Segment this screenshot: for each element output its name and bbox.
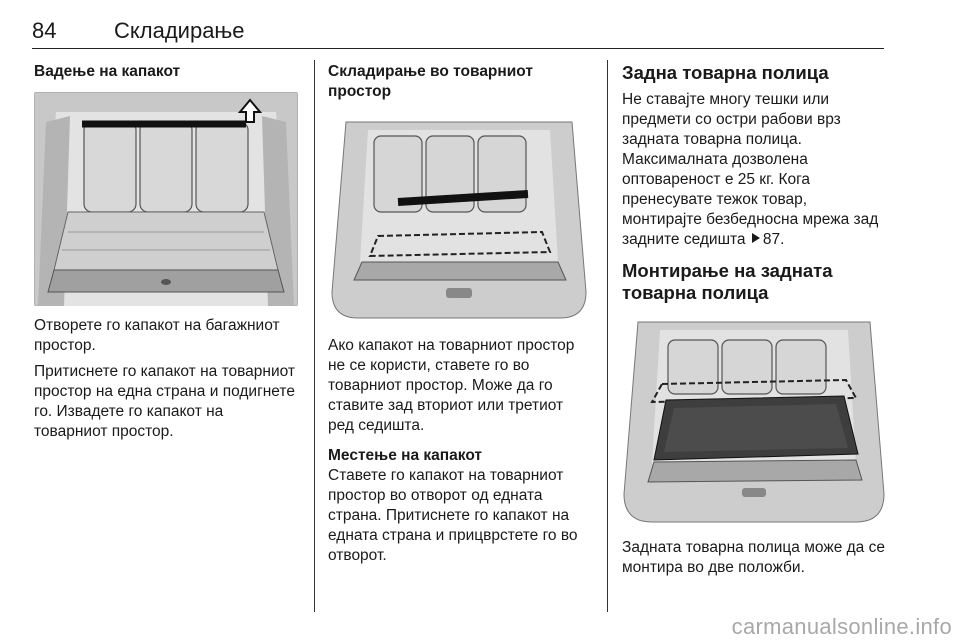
column-3	[622, 62, 890, 578]
paragraph: Отворете го капакот на багажниот простор.	[34, 317, 280, 354]
rear-parcel-shelf-illustration	[622, 314, 886, 528]
column-1	[34, 62, 300, 442]
paragraph-text: Не ставајте многу тешки или предмети со остри рабови врз задната товарна полица. Максималната дозволена оптовареност е 25 кг. Кога пренесувате тежок товар, монтирајте безбедносна мрежа зад задните седишта	[622, 91, 879, 248]
column-divider	[314, 60, 315, 612]
watermark: carmanualsonline.info	[731, 614, 952, 639]
section-subheading: Складирање во товарниот простор	[328, 63, 533, 100]
page-header	[32, 14, 884, 49]
paragraph: Ако капакот на товарниот простор не се користи, ставете го во товарниот простор. Може да го ставите зад вториот или третиот ред седишта.	[328, 337, 575, 434]
paragraph	[622, 90, 890, 250]
page-reference[interactable]: 87.	[762, 231, 785, 248]
section-subheading: Вадење на капакот	[34, 63, 181, 80]
chapter-title: Складирање	[114, 18, 245, 43]
section-heading: Задна товарна полица	[622, 62, 829, 83]
section-subheading: Местење на капакот	[328, 447, 483, 464]
cargo-cover-removal-illustration	[34, 92, 298, 306]
page-number: 84	[32, 18, 57, 43]
triangle-reference-icon	[752, 233, 760, 243]
paragraph: Задната товарна полица може да се монтира во две положби.	[622, 539, 885, 576]
column-divider	[607, 60, 608, 612]
section-heading: Монтирање на задната товарна полица	[622, 260, 833, 303]
paragraph: Ставете го капакот на товарниот простор во отворот од едната страна. Притиснете го капакот на едната страна и прицврстете го во отворот.	[328, 467, 578, 564]
paragraph: Притиснете го капакот на товарниот простор на една страна и подигнете го. Извадете го капакот на товарниот простор.	[34, 363, 296, 440]
column-2	[328, 62, 592, 566]
cargo-cover-storage-illustration	[328, 112, 590, 326]
